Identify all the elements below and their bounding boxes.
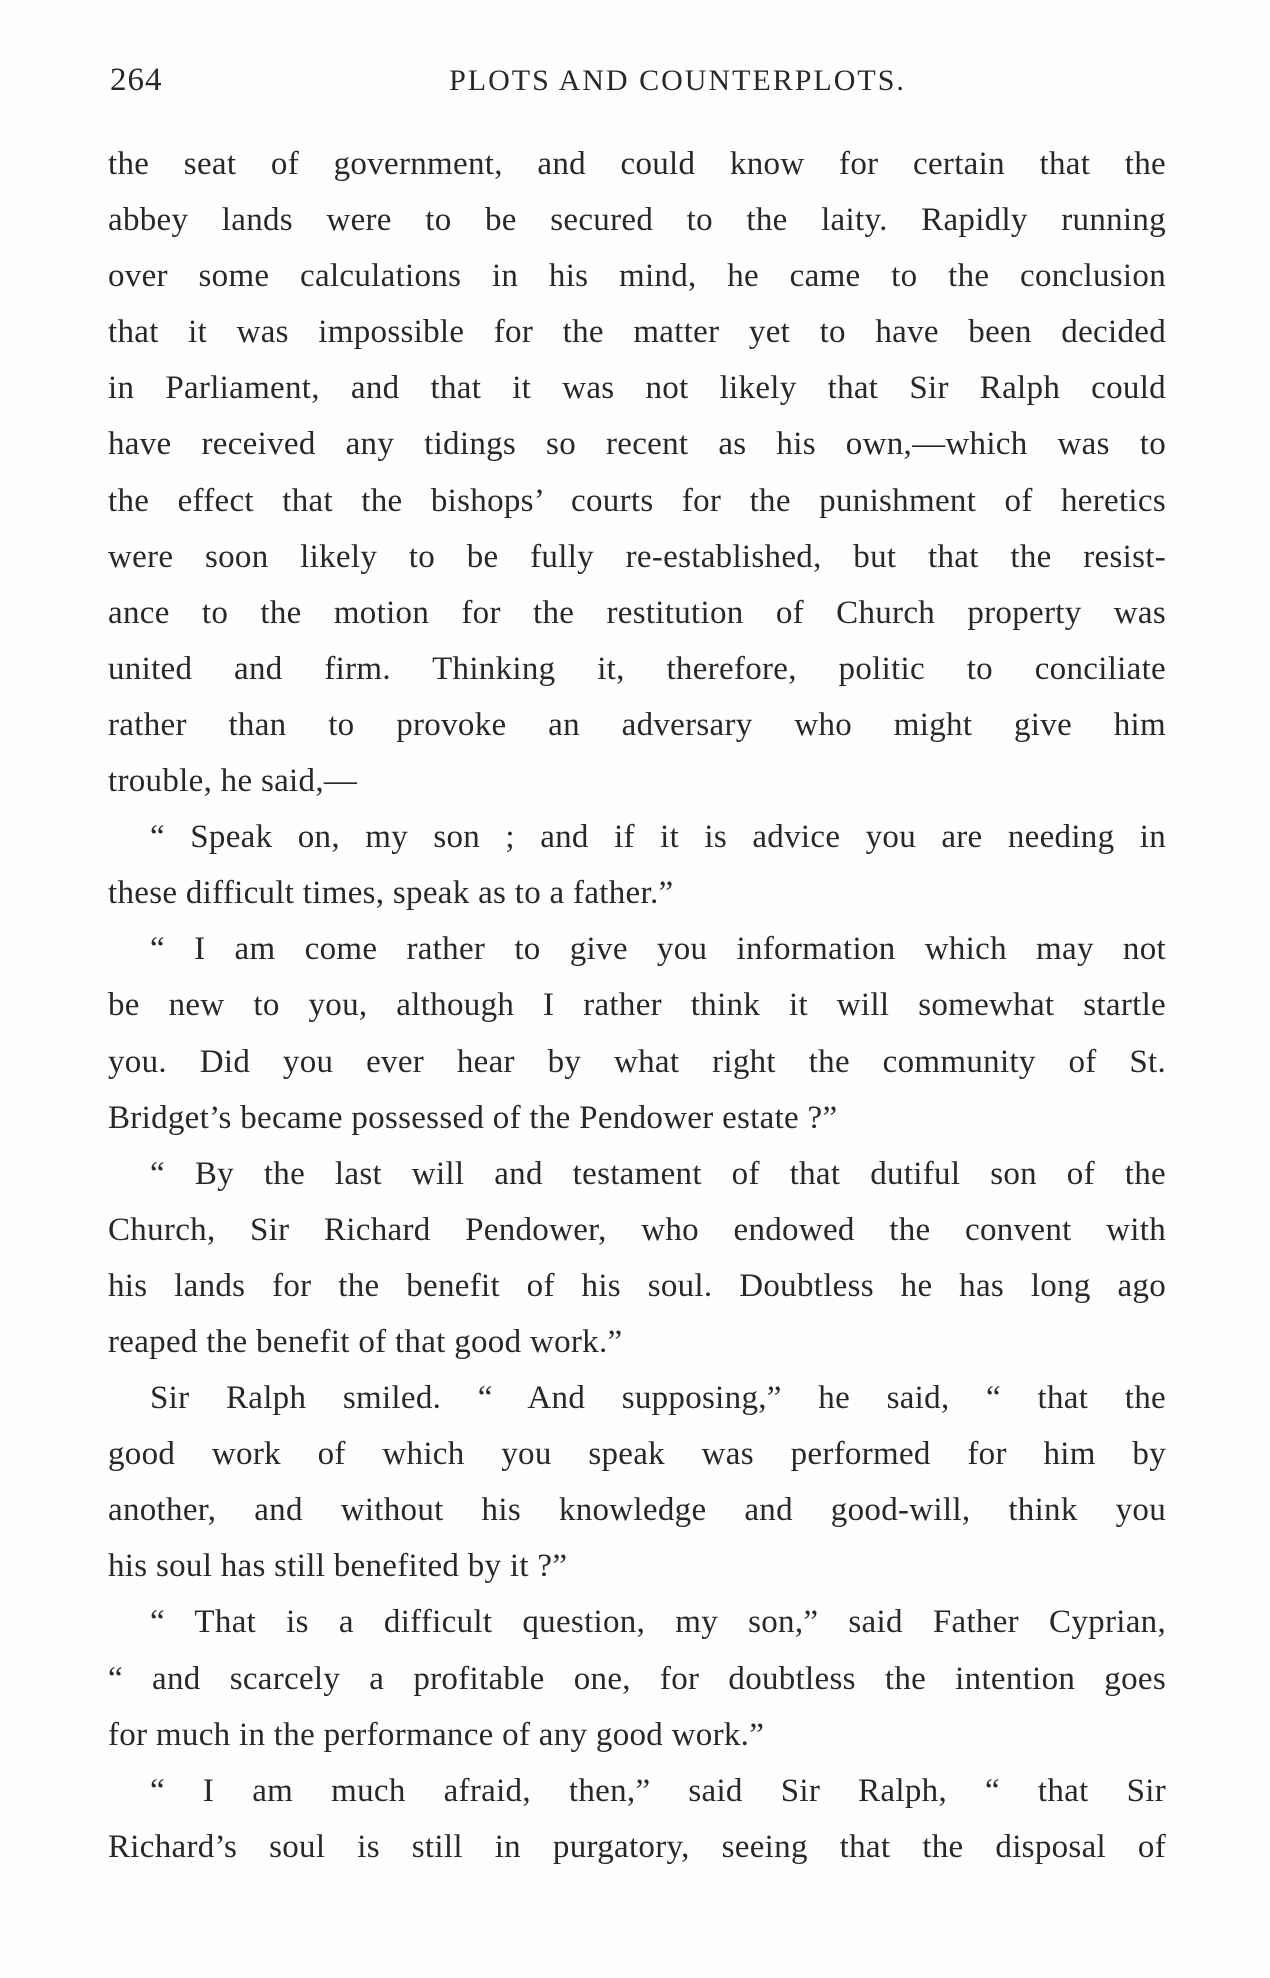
- text-line: the seat of government, and could know for certain that the: [108, 146, 1166, 182]
- text-line: the effect that the bishops’ courts for the punishment of heretics: [108, 482, 1166, 519]
- text-line: his lands for the benefit of his soul. Doubtless he has long ago: [108, 1267, 1166, 1304]
- text-line: good work of which you speak was performed for him by: [108, 1436, 1166, 1473]
- page-number: 264: [110, 62, 163, 98]
- text-line: for much in the performance of any good work.”: [108, 1716, 765, 1753]
- text-line: over some calculations in his mind, he came to the conclusion: [108, 258, 1166, 295]
- text-line: Bridget’s became possessed of the Pendower estate ?”: [108, 1099, 838, 1136]
- text-line: “ Speak on, my son ; and if it is advice you are needing in: [150, 819, 1166, 856]
- text-line: “ That is a difficult question, my son,” said Father Cyprian,: [150, 1604, 1166, 1641]
- text-line: ance to the motion for the restitution of Church property was: [108, 594, 1166, 631]
- text-line: Sir Ralph smiled. “ And supposing,” he said, “ that the: [150, 1380, 1166, 1417]
- text-line: “ By the last will and testament of that dutiful son of the: [150, 1155, 1166, 1192]
- text-line: his soul has still benefited by it ?”: [108, 1548, 568, 1585]
- text-line: united and firm. Thinking it, therefore, politic to conciliate: [108, 650, 1166, 687]
- text-line: “ and scarcely a profitable one, for doubtless the intention goes: [108, 1660, 1166, 1697]
- text-line: were soon likely to be fully re-established, but that the resist-: [108, 538, 1166, 575]
- text-line: reaped the benefit of that good work.”: [108, 1323, 623, 1360]
- text-line: Church, Sir Richard Pendower, who endowed the convent with: [108, 1211, 1166, 1248]
- text-line: in Parliament, and that it was not likely that Sir Ralph could: [108, 370, 1166, 407]
- text-line: have received any tidings so recent as his own,—which was to: [108, 426, 1166, 463]
- text-line: “ I am much afraid, then,” said Sir Ralph, “ that Sir: [150, 1772, 1166, 1809]
- text-line: “ I am come rather to give you information which may not: [150, 931, 1166, 968]
- text-line: trouble, he said,—: [108, 763, 358, 800]
- text-line: another, and without his knowledge and good-will, think you: [108, 1492, 1166, 1529]
- text-line: that it was impossible for the matter yet to have been decided: [108, 314, 1166, 351]
- running-title: PLOTS AND COUNTERPLOTS.: [449, 64, 906, 97]
- text-line: you. Did you ever hear by what right the community of St.: [108, 1043, 1166, 1080]
- body-text: [108, 136, 1166, 1875]
- text-line: be new to you, although I rather think it will somewhat startle: [108, 987, 1166, 1024]
- text-line: rather than to provoke an adversary who might give him: [108, 706, 1166, 743]
- text-line: these difficult times, speak as to a father.”: [108, 875, 674, 912]
- text-line: Richard’s soul is still in purgatory, seeing that the disposal of: [108, 1828, 1166, 1865]
- text-line: abbey lands were to be secured to the laity. Rapidly running: [108, 202, 1166, 239]
- page-header: [110, 62, 1165, 108]
